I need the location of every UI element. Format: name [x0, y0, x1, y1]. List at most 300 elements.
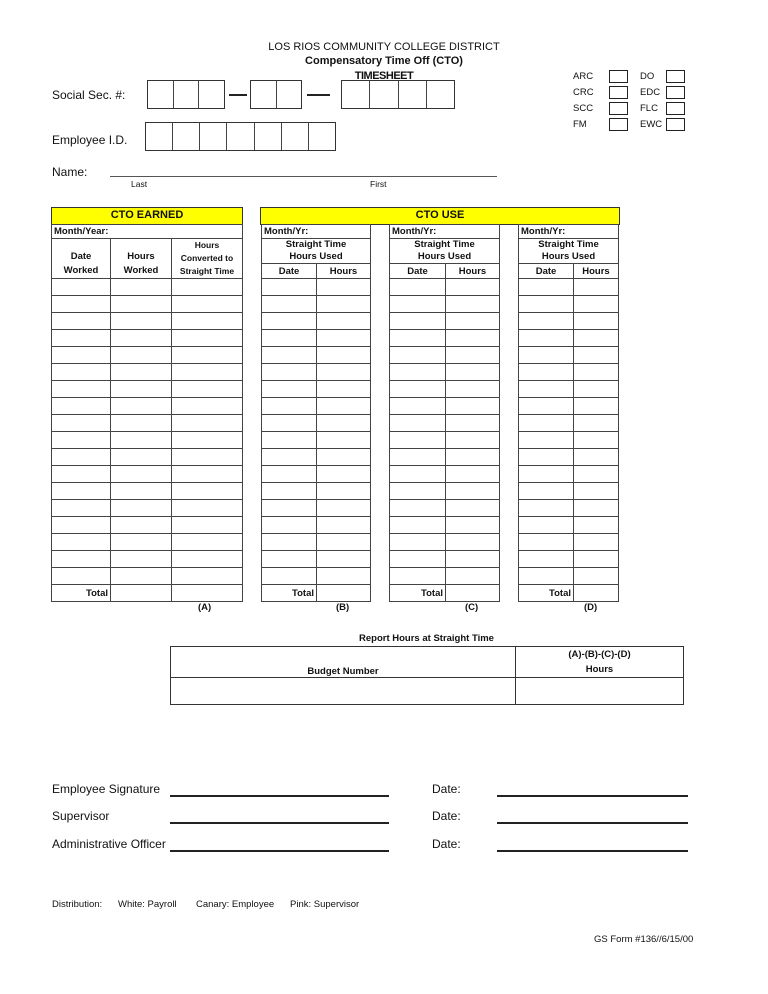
table-row [52, 381, 243, 398]
name-line[interactable] [110, 176, 497, 177]
date-cell[interactable] [390, 381, 446, 398]
hours-cell[interactable] [446, 500, 500, 517]
ssn-dash [307, 94, 330, 96]
date-cell[interactable] [52, 500, 111, 517]
table-row [52, 568, 243, 585]
date-cell[interactable] [390, 296, 446, 313]
cto-use-table [261, 224, 371, 602]
hours-cell[interactable] [446, 517, 500, 534]
hours-cell[interactable] [574, 551, 619, 568]
table-row [262, 398, 371, 415]
location-checkbox-ewc[interactable] [666, 118, 685, 131]
hours-cell[interactable] [317, 466, 371, 483]
distribution-label: Distribution: [52, 899, 103, 910]
table-row [519, 449, 619, 466]
location-checkbox-do[interactable] [666, 70, 685, 83]
table-row [262, 296, 371, 313]
budget-number-header: Budget Number [171, 647, 516, 678]
table-row [262, 483, 371, 500]
date-cell[interactable] [390, 466, 446, 483]
ssn-dash [229, 94, 247, 96]
converted-cell[interactable] [172, 500, 243, 517]
hours-cell[interactable] [574, 296, 619, 313]
total-hours-cell[interactable] [574, 585, 619, 602]
hours-cell[interactable] [317, 313, 371, 330]
straight-time-header: Straight Time Hours Used [390, 239, 500, 264]
table-row [52, 279, 243, 296]
hours-cell[interactable] [317, 347, 371, 364]
hours-cell[interactable] [574, 398, 619, 415]
admin-date-line[interactable] [497, 850, 688, 852]
date-cell[interactable] [262, 330, 317, 347]
total-hours-cell[interactable] [111, 585, 172, 602]
hours-cell[interactable] [574, 568, 619, 585]
date-cell[interactable] [262, 398, 317, 415]
location-checkbox-crc[interactable] [609, 86, 628, 99]
table-row [262, 279, 371, 296]
cto-earned-table [51, 224, 243, 602]
hours-cell[interactable] [317, 483, 371, 500]
hours-cell[interactable] [446, 415, 500, 432]
hours-cell[interactable] [574, 517, 619, 534]
table-row [390, 347, 500, 364]
table-row [390, 313, 500, 330]
date-label: Date: [432, 837, 461, 851]
hours-cell[interactable] [111, 398, 172, 415]
table-row [262, 466, 371, 483]
cto-use-header: CTO USE [260, 207, 620, 225]
table-row [262, 364, 371, 381]
hours-header: Hours [317, 264, 371, 279]
date-cell[interactable] [390, 313, 446, 330]
date-cell[interactable] [519, 415, 574, 432]
hours-cell[interactable] [111, 432, 172, 449]
employee-signature-label: Employee Signature [52, 782, 161, 796]
table-row [52, 347, 243, 364]
table-row [390, 534, 500, 551]
date-cell[interactable] [519, 398, 574, 415]
hours-cell[interactable] [446, 364, 500, 381]
date-cell[interactable] [390, 568, 446, 585]
hours-cell[interactable] [317, 517, 371, 534]
hours-cell[interactable] [317, 500, 371, 517]
converted-cell[interactable] [172, 330, 243, 347]
table-row [262, 347, 371, 364]
date-cell[interactable] [262, 347, 317, 364]
table-row [519, 568, 619, 585]
converted-cell[interactable] [172, 534, 243, 551]
hours-header: Hours [446, 264, 500, 279]
ssn-part-1[interactable] [147, 80, 225, 109]
date-cell[interactable] [262, 296, 317, 313]
location-checkbox-scc[interactable] [609, 102, 628, 115]
date-cell[interactable] [519, 517, 574, 534]
location-label: FLC [640, 103, 658, 114]
date-cell[interactable] [52, 330, 111, 347]
location-checkbox-fm[interactable] [609, 118, 628, 131]
hours-cell[interactable] [446, 347, 500, 364]
date-cell[interactable] [262, 517, 317, 534]
hours-cell[interactable] [574, 432, 619, 449]
ssn-part-2[interactable] [250, 80, 302, 109]
hours-cell[interactable] [574, 500, 619, 517]
hours-cell[interactable] [446, 279, 500, 296]
date-cell[interactable] [52, 313, 111, 330]
table-row [390, 398, 500, 415]
location-label: SCC [573, 103, 594, 114]
hours-cell[interactable] [516, 678, 684, 705]
hours-cell[interactable] [111, 347, 172, 364]
table-row [519, 517, 619, 534]
admin-officer-label: Administrative Officer [52, 837, 166, 851]
converted-cell[interactable] [172, 381, 243, 398]
date-cell[interactable] [52, 534, 111, 551]
cto-use-table [389, 224, 500, 602]
converted-cell[interactable] [172, 551, 243, 568]
location-checkbox-arc[interactable] [609, 70, 628, 83]
table-row [52, 398, 243, 415]
table-row [262, 415, 371, 432]
date-cell[interactable] [262, 381, 317, 398]
table-row [262, 432, 371, 449]
total-converted-cell[interactable] [172, 585, 243, 602]
table-row [52, 551, 243, 568]
date-cell[interactable] [390, 449, 446, 466]
date-cell[interactable] [519, 296, 574, 313]
date-cell[interactable] [52, 466, 111, 483]
hours-cell[interactable] [111, 381, 172, 398]
table-row [262, 551, 371, 568]
table-row [262, 449, 371, 466]
table-row [52, 432, 243, 449]
employee-id-boxes[interactable] [145, 122, 336, 151]
hours-cell[interactable] [111, 500, 172, 517]
date-cell[interactable] [390, 483, 446, 500]
month-year-label: Month/Year: [52, 225, 243, 239]
table-row [519, 313, 619, 330]
date-cell[interactable] [52, 432, 111, 449]
hours-cell[interactable] [574, 279, 619, 296]
month-yr-label: Month/Yr: [262, 225, 371, 239]
hours-cell[interactable] [111, 551, 172, 568]
hours-cell[interactable] [111, 279, 172, 296]
table-row [390, 500, 500, 517]
employee-signature-line[interactable] [170, 795, 389, 797]
date-cell[interactable] [262, 415, 317, 432]
table-row [519, 364, 619, 381]
cto-use-table [518, 224, 619, 602]
table-row [52, 296, 243, 313]
straight-time-header: Straight Time Hours Used [262, 239, 371, 264]
date-cell[interactable] [390, 347, 446, 364]
hours-cell[interactable] [317, 551, 371, 568]
budget-table [170, 646, 684, 705]
table-row [262, 330, 371, 347]
formula-label: (A)-(B)-(C)-(D) [568, 649, 631, 660]
hours-cell[interactable] [317, 330, 371, 347]
hours-cell[interactable] [111, 364, 172, 381]
supervisor-signature-line[interactable] [170, 822, 389, 824]
table-row [262, 381, 371, 398]
date-cell[interactable] [52, 347, 111, 364]
date-cell[interactable] [519, 432, 574, 449]
table-row [519, 279, 619, 296]
hours-cell[interactable] [446, 432, 500, 449]
form-title: Compensatory Time Off (CTO) [305, 55, 463, 67]
date-cell[interactable] [52, 364, 111, 381]
date-cell[interactable] [390, 534, 446, 551]
hours-cell[interactable] [111, 517, 172, 534]
date-cell[interactable] [390, 432, 446, 449]
table-row [390, 517, 500, 534]
converted-cell[interactable] [172, 296, 243, 313]
date-cell[interactable] [52, 449, 111, 466]
date-label: Date: [432, 809, 461, 823]
distribution-white: White: Payroll [118, 899, 177, 910]
converted-cell[interactable] [172, 398, 243, 415]
date-cell[interactable] [262, 483, 317, 500]
hours-cell[interactable] [574, 483, 619, 500]
table-row [52, 483, 243, 500]
date-cell[interactable] [519, 364, 574, 381]
hours-cell[interactable] [446, 313, 500, 330]
date-cell[interactable] [262, 466, 317, 483]
date-cell[interactable] [262, 534, 317, 551]
name-label: Name: [52, 165, 88, 179]
location-label: EDC [640, 87, 661, 98]
table-row [390, 381, 500, 398]
converted-cell[interactable] [172, 517, 243, 534]
converted-cell[interactable] [172, 432, 243, 449]
table-row [390, 432, 500, 449]
date-cell[interactable] [390, 398, 446, 415]
hours-cell[interactable] [317, 449, 371, 466]
date-cell[interactable] [519, 347, 574, 364]
date-cell[interactable] [390, 415, 446, 432]
date-cell[interactable] [519, 534, 574, 551]
distribution-canary: Canary: Employee [196, 899, 275, 910]
hours-cell[interactable] [574, 415, 619, 432]
date-cell[interactable] [262, 568, 317, 585]
hours-worked-header: Hours Worked [111, 239, 172, 279]
date-header: Date [390, 264, 446, 279]
hours-cell[interactable] [111, 483, 172, 500]
ssn-part-3[interactable] [341, 80, 455, 109]
hours-cell[interactable] [111, 330, 172, 347]
table-row [262, 517, 371, 534]
date-cell[interactable] [52, 381, 111, 398]
location-label: DO [640, 71, 655, 82]
table-row [519, 432, 619, 449]
date-cell[interactable] [52, 398, 111, 415]
location-checkbox-flc[interactable] [666, 102, 685, 115]
date-cell[interactable] [519, 568, 574, 585]
hours-cell[interactable] [574, 330, 619, 347]
supervisor-date-line[interactable] [497, 822, 688, 824]
date-cell[interactable] [519, 551, 574, 568]
hours-cell[interactable] [317, 568, 371, 585]
date-cell[interactable] [519, 449, 574, 466]
date-cell[interactable] [52, 279, 111, 296]
hours-cell[interactable] [111, 534, 172, 551]
table-row [519, 466, 619, 483]
date-cell[interactable] [262, 279, 317, 296]
hours-cell[interactable] [111, 449, 172, 466]
location-checkbox-edc[interactable] [666, 86, 685, 99]
date-cell[interactable] [52, 415, 111, 432]
converted-cell[interactable] [172, 279, 243, 296]
letter-a: (A) [198, 602, 212, 613]
converted-cell[interactable] [172, 466, 243, 483]
total-label: Total [519, 585, 574, 602]
hours-label: Hours [585, 664, 614, 675]
date-cell[interactable] [390, 330, 446, 347]
location-label: ARC [573, 71, 594, 82]
hours-cell[interactable] [446, 330, 500, 347]
date-cell[interactable] [262, 449, 317, 466]
hours-cell[interactable] [574, 381, 619, 398]
converted-cell[interactable] [172, 364, 243, 381]
date-cell[interactable] [262, 364, 317, 381]
hours-cell[interactable] [317, 296, 371, 313]
table-row [390, 551, 500, 568]
total-label: Total [52, 585, 111, 602]
table-row [52, 364, 243, 381]
date-cell[interactable] [262, 432, 317, 449]
date-cell[interactable] [390, 364, 446, 381]
date-cell[interactable] [519, 483, 574, 500]
converted-cell[interactable] [172, 568, 243, 585]
date-cell[interactable] [52, 483, 111, 500]
hours-converted-header: Hours Converted to Straight Time [172, 239, 243, 279]
admin-signature-line[interactable] [170, 850, 389, 852]
date-cell[interactable] [390, 551, 446, 568]
date-cell[interactable] [390, 500, 446, 517]
date-cell[interactable] [519, 279, 574, 296]
hours-cell[interactable] [111, 568, 172, 585]
date-cell[interactable] [52, 517, 111, 534]
date-cell[interactable] [519, 500, 574, 517]
hours-cell[interactable] [317, 534, 371, 551]
table-row [519, 500, 619, 517]
table-row [390, 279, 500, 296]
date-cell[interactable] [262, 500, 317, 517]
location-label: FM [573, 119, 587, 130]
hours-cell[interactable] [446, 551, 500, 568]
table-row [262, 500, 371, 517]
date-cell[interactable] [52, 296, 111, 313]
date-cell[interactable] [519, 466, 574, 483]
date-cell[interactable] [519, 381, 574, 398]
hours-cell[interactable] [111, 296, 172, 313]
hours-cell[interactable] [574, 313, 619, 330]
table-row [52, 534, 243, 551]
table-row [262, 568, 371, 585]
table-row [52, 330, 243, 347]
hours-cell[interactable] [317, 381, 371, 398]
location-label: CRC [573, 87, 594, 98]
total-hours-cell[interactable] [317, 585, 371, 602]
hours-cell[interactable] [446, 296, 500, 313]
table-row [519, 381, 619, 398]
hours-cell[interactable] [574, 347, 619, 364]
hours-cell[interactable] [446, 568, 500, 585]
date-cell[interactable] [519, 313, 574, 330]
hours-cell[interactable] [446, 483, 500, 500]
table-row [390, 330, 500, 347]
total-label: Total [390, 585, 446, 602]
hours-cell[interactable] [317, 279, 371, 296]
hours-cell[interactable] [111, 313, 172, 330]
table-row [519, 415, 619, 432]
hours-cell[interactable] [317, 364, 371, 381]
hours-cell[interactable] [446, 466, 500, 483]
hours-cell[interactable] [111, 415, 172, 432]
hours-cell[interactable] [446, 398, 500, 415]
table-row [519, 296, 619, 313]
converted-cell[interactable] [172, 449, 243, 466]
hours-cell[interactable] [446, 449, 500, 466]
employee-date-line[interactable] [497, 795, 688, 797]
table-row [390, 415, 500, 432]
date-header: Date [519, 264, 574, 279]
letter-c: (C) [465, 602, 479, 613]
hours-cell[interactable] [317, 432, 371, 449]
table-row [52, 449, 243, 466]
hours-cell[interactable] [574, 364, 619, 381]
hours-cell[interactable] [446, 381, 500, 398]
district-title: LOS RIOS COMMUNITY COLLEGE DISTRICT [268, 41, 500, 53]
hours-cell[interactable] [574, 534, 619, 551]
hours-cell[interactable] [574, 449, 619, 466]
converted-cell[interactable] [172, 415, 243, 432]
month-yr-label: Month/Yr: [390, 225, 500, 239]
hours-cell[interactable] [111, 466, 172, 483]
hours-cell[interactable] [446, 534, 500, 551]
table-row [519, 347, 619, 364]
table-row [262, 313, 371, 330]
date-cell[interactable] [262, 313, 317, 330]
cto-earned-header: CTO EARNED [51, 207, 243, 225]
hours-cell[interactable] [317, 415, 371, 432]
total-hours-cell[interactable] [446, 585, 500, 602]
converted-cell[interactable] [172, 483, 243, 500]
date-cell[interactable] [262, 551, 317, 568]
supervisor-label: Supervisor [52, 809, 110, 823]
table-row [519, 330, 619, 347]
date-cell[interactable] [52, 568, 111, 585]
date-cell[interactable] [52, 551, 111, 568]
table-row [519, 534, 619, 551]
table-row [390, 449, 500, 466]
date-cell[interactable] [390, 279, 446, 296]
date-cell[interactable] [519, 330, 574, 347]
converted-cell[interactable] [172, 347, 243, 364]
employee-id-label: Employee I.D. [52, 133, 128, 147]
date-cell[interactable] [390, 517, 446, 534]
table-row [519, 483, 619, 500]
converted-cell[interactable] [172, 313, 243, 330]
location-label: EWC [640, 119, 663, 130]
hours-cell[interactable] [574, 466, 619, 483]
table-row [519, 398, 619, 415]
straight-time-header: Straight Time Hours Used [519, 239, 619, 264]
budget-number-cell[interactable] [171, 678, 516, 705]
hours-cell[interactable] [317, 398, 371, 415]
report-title: Report Hours at Straight Time [359, 633, 494, 644]
hours-header [516, 647, 684, 678]
letter-d: (D) [584, 602, 598, 613]
